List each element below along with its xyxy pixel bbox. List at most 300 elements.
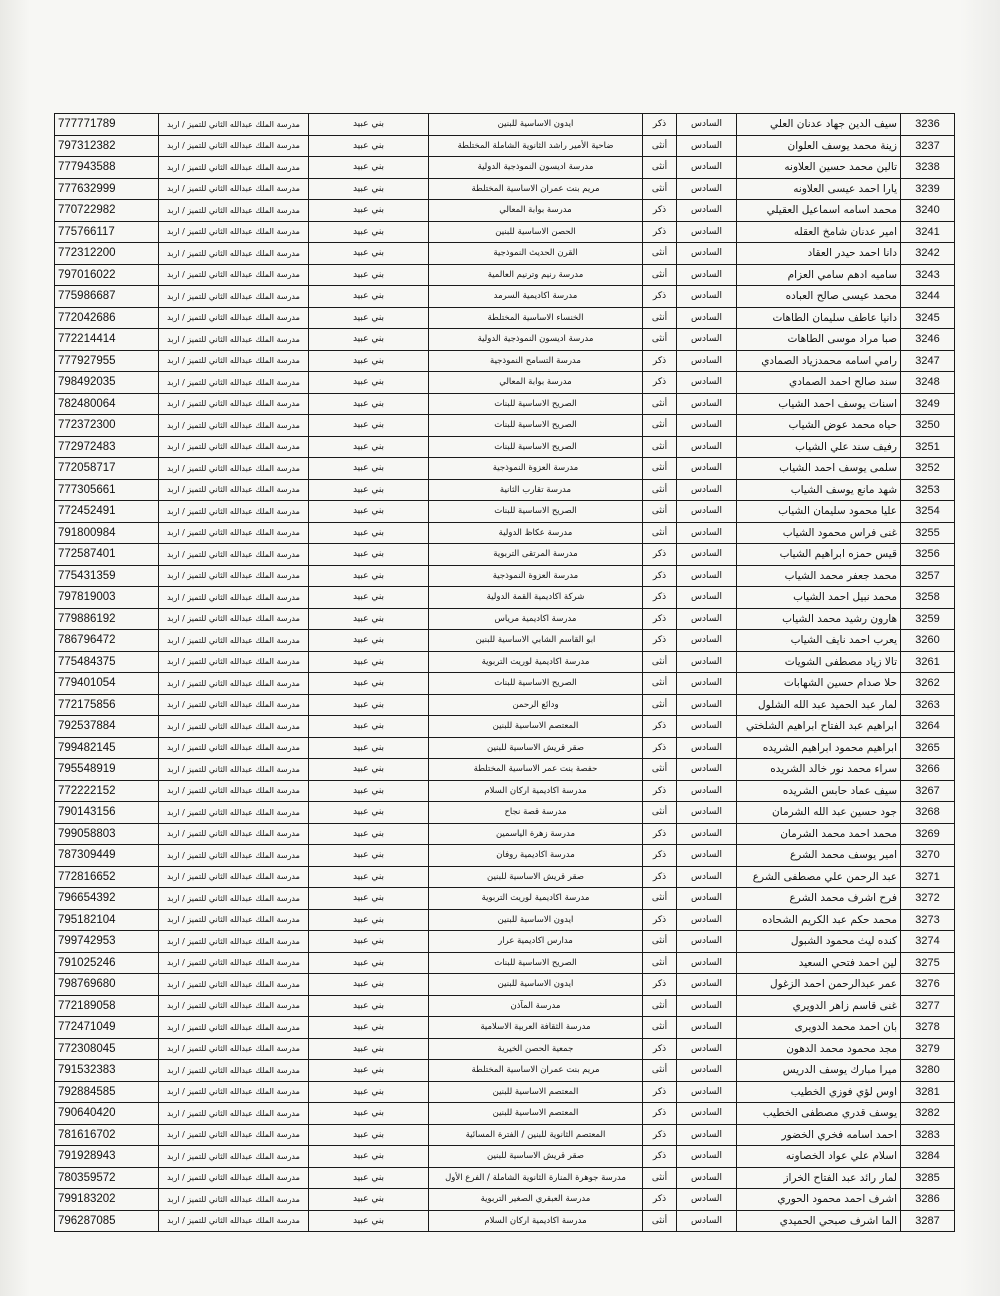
table-row xyxy=(55,716,955,738)
exam-center-cell: مدرسة الملك عبدالله الثاني للتميز / اربد xyxy=(159,157,309,179)
student-name-cell: دانا احمد حيدر العقاد xyxy=(737,243,901,265)
table-row xyxy=(55,565,955,587)
row-number-cell: 3252 xyxy=(901,458,955,480)
school-cell: جمعية الحصن الخيرية xyxy=(429,1038,643,1060)
table-row xyxy=(55,1017,955,1039)
school-cell: مدرسة قصة نجاح xyxy=(429,802,643,824)
grade-cell: السادس xyxy=(677,479,737,501)
area-cell: بني عبيد xyxy=(309,952,429,974)
area-cell: بني عبيد xyxy=(309,393,429,415)
area-cell: بني عبيد xyxy=(309,888,429,910)
gender-cell: ذكر xyxy=(643,780,677,802)
exam-center-cell: مدرسة الملك عبدالله الثاني للتميز / اربد xyxy=(159,1081,309,1103)
grade-cell: السادس xyxy=(677,931,737,953)
student-name-cell: سيف عماد حابس الشريده xyxy=(737,780,901,802)
row-number-cell: 3287 xyxy=(901,1210,955,1232)
grade-cell: السادس xyxy=(677,673,737,695)
row-number-cell: 3259 xyxy=(901,608,955,630)
row-number-cell: 3247 xyxy=(901,350,955,372)
phone-cell: 775986687 xyxy=(55,286,159,308)
table-row xyxy=(55,1189,955,1211)
gender-cell: أنثى xyxy=(643,479,677,501)
table-row xyxy=(55,909,955,931)
row-number-cell: 3283 xyxy=(901,1124,955,1146)
exam-center-cell: مدرسة الملك عبدالله الثاني للتميز / اربد xyxy=(159,135,309,157)
exam-center-cell: مدرسة الملك عبدالله الثاني للتميز / اربد xyxy=(159,587,309,609)
gender-cell: ذكر xyxy=(643,909,677,931)
student-name-cell: زينة محمد يوسف العلوان xyxy=(737,135,901,157)
area-cell: بني عبيد xyxy=(309,329,429,351)
school-cell: مدرسة بوابة المعالي xyxy=(429,200,643,222)
phone-cell: 790143156 xyxy=(55,802,159,824)
gender-cell: أنثى xyxy=(643,802,677,824)
student-name-cell: اسلام علي عواد الخصاونه xyxy=(737,1146,901,1168)
area-cell: بني عبيد xyxy=(309,264,429,286)
row-number-cell: 3238 xyxy=(901,157,955,179)
gender-cell: أنثى xyxy=(643,1167,677,1189)
row-number-cell: 3267 xyxy=(901,780,955,802)
table-row xyxy=(55,1124,955,1146)
student-name-cell: رفيف سند علي الشياب xyxy=(737,436,901,458)
table-row xyxy=(55,221,955,243)
grade-cell: السادس xyxy=(677,329,737,351)
row-number-cell: 3256 xyxy=(901,544,955,566)
area-cell: بني عبيد xyxy=(309,501,429,523)
school-cell: مدرسة اكاديمية روفان xyxy=(429,845,643,867)
gender-cell: أنثى xyxy=(643,1210,677,1232)
row-number-cell: 3246 xyxy=(901,329,955,351)
exam-center-cell: مدرسة الملك عبدالله الثاني للتميز / اربد xyxy=(159,307,309,329)
gender-cell: أنثى xyxy=(643,307,677,329)
gender-cell: أنثى xyxy=(643,157,677,179)
table-row xyxy=(55,651,955,673)
area-cell: بني عبيد xyxy=(309,909,429,931)
row-number-cell: 3255 xyxy=(901,522,955,544)
grade-cell: السادس xyxy=(677,1017,737,1039)
gender-cell: ذكر xyxy=(643,350,677,372)
grade-cell: السادس xyxy=(677,1189,737,1211)
table-row xyxy=(55,1060,955,1082)
row-number-cell: 3240 xyxy=(901,200,955,222)
school-cell: مدرسة بوابة المعالي xyxy=(429,372,643,394)
gender-cell: ذكر xyxy=(643,716,677,738)
exam-center-cell: مدرسة الملك عبدالله الثاني للتميز / اربد xyxy=(159,909,309,931)
row-number-cell: 3272 xyxy=(901,888,955,910)
phone-cell: 772042686 xyxy=(55,307,159,329)
school-cell: مدرسة المرتقى التربوية xyxy=(429,544,643,566)
school-cell: مدرسة اكاديمية لوريت التربوية xyxy=(429,651,643,673)
row-number-cell: 3286 xyxy=(901,1189,955,1211)
grade-cell: السادس xyxy=(677,157,737,179)
exam-center-cell: مدرسة الملك عبدالله الثاني للتميز / اربد xyxy=(159,415,309,437)
phone-cell: 795182104 xyxy=(55,909,159,931)
gender-cell: ذكر xyxy=(643,1038,677,1060)
exam-center-cell: مدرسة الملك عبدالله الثاني للتميز / اربد xyxy=(159,888,309,910)
grade-cell: السادس xyxy=(677,694,737,716)
gender-cell: أنثى xyxy=(643,243,677,265)
school-cell: مدرسة المآذن xyxy=(429,995,643,1017)
row-number-cell: 3285 xyxy=(901,1167,955,1189)
grade-cell: السادس xyxy=(677,243,737,265)
exam-center-cell: مدرسة الملك عبدالله الثاني للتميز / اربد xyxy=(159,802,309,824)
row-number-cell: 3276 xyxy=(901,974,955,996)
row-number-cell: 3244 xyxy=(901,286,955,308)
gender-cell: أنثى xyxy=(643,1060,677,1082)
area-cell: بني عبيد xyxy=(309,673,429,695)
school-cell: صقر قريش الاساسية للبنين xyxy=(429,866,643,888)
table-row xyxy=(55,135,955,157)
area-cell: بني عبيد xyxy=(309,608,429,630)
area-cell: بني عبيد xyxy=(309,630,429,652)
phone-cell: 777632999 xyxy=(55,178,159,200)
grade-cell: السادس xyxy=(677,372,737,394)
student-name-cell: بان احمد محمد الدويرى xyxy=(737,1017,901,1039)
gender-cell: أنثى xyxy=(643,888,677,910)
row-number-cell: 3245 xyxy=(901,307,955,329)
phone-cell: 782480064 xyxy=(55,393,159,415)
grade-cell: السادس xyxy=(677,350,737,372)
gender-cell: ذكر xyxy=(643,1103,677,1125)
gender-cell: أنثى xyxy=(643,135,677,157)
gender-cell: أنثى xyxy=(643,931,677,953)
table-row xyxy=(55,995,955,1017)
school-cell: الصريح الاساسية للبنات xyxy=(429,673,643,695)
phone-cell: 799058803 xyxy=(55,823,159,845)
school-cell: مدرسة زهرة الياسمين xyxy=(429,823,643,845)
school-cell: الخنساء الاساسية المختلطة xyxy=(429,307,643,329)
school-cell: مدرسة التسامح النموذجية xyxy=(429,350,643,372)
student-name-cell: شهد مانع يوسف الشياب xyxy=(737,479,901,501)
table-row xyxy=(55,587,955,609)
school-cell: مدرسة اكاديمية اركان السلام xyxy=(429,1210,643,1232)
exam-center-cell: مدرسة الملك عبدالله الثاني للتميز / اربد xyxy=(159,1103,309,1125)
gender-cell: ذكر xyxy=(643,200,677,222)
student-name-cell: محمد عيسى صالح العباده xyxy=(737,286,901,308)
school-cell: الصريح الاساسية للبنات xyxy=(429,501,643,523)
student-name-cell: لمار رائد عبد الفتاح الخراز xyxy=(737,1167,901,1189)
row-number-cell: 3277 xyxy=(901,995,955,1017)
table-body xyxy=(55,114,955,1232)
school-cell: مدرسة رنيم وترنيم العالمية xyxy=(429,264,643,286)
gender-cell: أنثى xyxy=(643,264,677,286)
grade-cell: السادس xyxy=(677,716,737,738)
student-name-cell: يعرب احمد نايف الشياب xyxy=(737,630,901,652)
grade-cell: السادس xyxy=(677,178,737,200)
phone-cell: 792884585 xyxy=(55,1081,159,1103)
school-cell: مدرسة اكاديمية السرمد xyxy=(429,286,643,308)
area-cell: بني عبيد xyxy=(309,479,429,501)
grade-cell: السادس xyxy=(677,544,737,566)
gender-cell: ذكر xyxy=(643,823,677,845)
gender-cell: أنثى xyxy=(643,458,677,480)
exam-center-cell: مدرسة الملك عبدالله الثاني للتميز / اربد xyxy=(159,264,309,286)
area-cell: بني عبيد xyxy=(309,1038,429,1060)
area-cell: بني عبيد xyxy=(309,1017,429,1039)
table-row xyxy=(55,307,955,329)
table-row xyxy=(55,608,955,630)
school-cell: مدرسة اكاديمية اركان السلام xyxy=(429,780,643,802)
grade-cell: السادس xyxy=(677,1103,737,1125)
exam-center-cell: مدرسة الملك عبدالله الثاني للتميز / اربد xyxy=(159,1124,309,1146)
school-cell: المعتصم الاساسية للبنين xyxy=(429,1081,643,1103)
student-name-cell: ميرا مبارك يوسف الدريس xyxy=(737,1060,901,1082)
student-name-cell: امير يوسف محمد الشرع xyxy=(737,845,901,867)
gender-cell: أنثى xyxy=(643,522,677,544)
row-number-cell: 3254 xyxy=(901,501,955,523)
exam-center-cell: مدرسة الملك عبدالله الثاني للتميز / اربد xyxy=(159,823,309,845)
student-name-cell: جود حسين عبد الله الشرمان xyxy=(737,802,901,824)
exam-center-cell: مدرسة الملك عبدالله الثاني للتميز / اربد xyxy=(159,1167,309,1189)
gender-cell: أنثى xyxy=(643,178,677,200)
grade-cell: السادس xyxy=(677,587,737,609)
grade-cell: السادس xyxy=(677,264,737,286)
table-row xyxy=(55,737,955,759)
phone-cell: 791800984 xyxy=(55,522,159,544)
table-row xyxy=(55,329,955,351)
grade-cell: السادس xyxy=(677,458,737,480)
school-cell: صقر قريش الاساسية للبنين xyxy=(429,1146,643,1168)
student-name-cell: يارا احمد عيسى العلاونه xyxy=(737,178,901,200)
gender-cell: أنثى xyxy=(643,673,677,695)
row-number-cell: 3269 xyxy=(901,823,955,845)
phone-cell: 797016022 xyxy=(55,264,159,286)
row-number-cell: 3266 xyxy=(901,759,955,781)
exam-center-cell: مدرسة الملك عبدالله الثاني للتميز / اربد xyxy=(159,759,309,781)
table-row xyxy=(55,114,955,136)
grade-cell: السادس xyxy=(677,737,737,759)
area-cell: بني عبيد xyxy=(309,802,429,824)
phone-cell: 772471049 xyxy=(55,1017,159,1039)
area-cell: بني عبيد xyxy=(309,458,429,480)
gender-cell: أنثى xyxy=(643,759,677,781)
row-number-cell: 3237 xyxy=(901,135,955,157)
row-number-cell: 3248 xyxy=(901,372,955,394)
grade-cell: السادس xyxy=(677,565,737,587)
phone-cell: 797819003 xyxy=(55,587,159,609)
school-cell: مدرسة اديسون النموذجية الدولية xyxy=(429,329,643,351)
table-row xyxy=(55,436,955,458)
student-name-cell: يوسف قدري مصطفى الخطيب xyxy=(737,1103,901,1125)
phone-cell: 772308045 xyxy=(55,1038,159,1060)
gender-cell: ذكر xyxy=(643,608,677,630)
row-number-cell: 3241 xyxy=(901,221,955,243)
area-cell: بني عبيد xyxy=(309,307,429,329)
student-name-cell: كنده ليث محمود الشبول xyxy=(737,931,901,953)
table-row xyxy=(55,1103,955,1125)
school-cell: الصريح الاساسية للبنات xyxy=(429,415,643,437)
area-cell: بني عبيد xyxy=(309,780,429,802)
table-row xyxy=(55,200,955,222)
phone-cell: 796654392 xyxy=(55,888,159,910)
phone-cell: 772214414 xyxy=(55,329,159,351)
area-cell: بني عبيد xyxy=(309,178,429,200)
row-number-cell: 3251 xyxy=(901,436,955,458)
grade-cell: السادس xyxy=(677,1167,737,1189)
exam-center-cell: مدرسة الملك عبدالله الثاني للتميز / اربد xyxy=(159,200,309,222)
gender-cell: أنثى xyxy=(643,995,677,1017)
exam-center-cell: مدرسة الملك عبدالله الثاني للتميز / اربد xyxy=(159,350,309,372)
exam-center-cell: مدرسة الملك عبدالله الثاني للتميز / اربد xyxy=(159,114,309,136)
grade-cell: السادس xyxy=(677,286,737,308)
table-row xyxy=(55,286,955,308)
grade-cell: السادس xyxy=(677,1210,737,1232)
school-cell: مدرسة تقارب الثانية xyxy=(429,479,643,501)
row-number-cell: 3280 xyxy=(901,1060,955,1082)
area-cell: بني عبيد xyxy=(309,372,429,394)
grade-cell: السادس xyxy=(677,1081,737,1103)
exam-center-cell: مدرسة الملك عبدالله الثاني للتميز / اربد xyxy=(159,608,309,630)
students-table-container xyxy=(54,113,954,1232)
grade-cell: السادس xyxy=(677,415,737,437)
table-row xyxy=(55,673,955,695)
school-cell: مدرسة اكاديمية لوريت التربوية xyxy=(429,888,643,910)
student-name-cell: محمد اسامه اسماعيل العقيلي xyxy=(737,200,901,222)
school-cell: حفصة بنت عمر الاساسية المختلطة xyxy=(429,759,643,781)
phone-cell: 798769680 xyxy=(55,974,159,996)
exam-center-cell: مدرسة الملك عبدالله الثاني للتميز / اربد xyxy=(159,780,309,802)
area-cell: بني عبيد xyxy=(309,1103,429,1125)
grade-cell: السادس xyxy=(677,436,737,458)
gender-cell: ذكر xyxy=(643,587,677,609)
gender-cell: ذكر xyxy=(643,221,677,243)
exam-center-cell: مدرسة الملك عبدالله الثاني للتميز / اربد xyxy=(159,673,309,695)
student-name-cell: غنى فراس محمود الشياب xyxy=(737,522,901,544)
grade-cell: السادس xyxy=(677,974,737,996)
table-row xyxy=(55,415,955,437)
area-cell: بني عبيد xyxy=(309,995,429,1017)
area-cell: بني عبيد xyxy=(309,286,429,308)
row-number-cell: 3279 xyxy=(901,1038,955,1060)
school-cell: مدارس اكاديمية عرار xyxy=(429,931,643,953)
gender-cell: ذكر xyxy=(643,1081,677,1103)
grade-cell: السادس xyxy=(677,307,737,329)
row-number-cell: 3263 xyxy=(901,694,955,716)
gender-cell: أنثى xyxy=(643,415,677,437)
phone-cell: 779886192 xyxy=(55,608,159,630)
gender-cell: ذكر xyxy=(643,1189,677,1211)
gender-cell: ذكر xyxy=(643,372,677,394)
student-name-cell: فرح اشرف محمد الشرع xyxy=(737,888,901,910)
row-number-cell: 3249 xyxy=(901,393,955,415)
exam-center-cell: مدرسة الملك عبدالله الثاني للتميز / اربد xyxy=(159,737,309,759)
row-number-cell: 3274 xyxy=(901,931,955,953)
exam-center-cell: مدرسة الملك عبدالله الثاني للتميز / اربد xyxy=(159,221,309,243)
exam-center-cell: مدرسة الملك عبدالله الثاني للتميز / اربد xyxy=(159,845,309,867)
student-name-cell: دانيا عاطف سليمان الطاهات xyxy=(737,307,901,329)
student-name-cell: محمد جعفر محمد الشياب xyxy=(737,565,901,587)
exam-center-cell: مدرسة الملك عبدالله الثاني للتميز / اربد xyxy=(159,1189,309,1211)
exam-center-cell: مدرسة الملك عبدالله الثاني للتميز / اربد xyxy=(159,931,309,953)
student-name-cell: محمد احمد محمد الشرمان xyxy=(737,823,901,845)
grade-cell: السادس xyxy=(677,909,737,931)
student-name-cell: ابراهيم محمود ابراهيم الشريده xyxy=(737,737,901,759)
table-row xyxy=(55,458,955,480)
student-name-cell: تالا زياد مصطفى الشويات xyxy=(737,651,901,673)
phone-cell: 797312382 xyxy=(55,135,159,157)
area-cell: بني عبيد xyxy=(309,845,429,867)
table-row xyxy=(55,522,955,544)
table-row xyxy=(55,630,955,652)
table-row xyxy=(55,264,955,286)
student-name-cell: اشرف احمد محمود الحوري xyxy=(737,1189,901,1211)
school-cell: مدرسة العزوة النموذجية xyxy=(429,458,643,480)
exam-center-cell: مدرسة الملك عبدالله الثاني للتميز / اربد xyxy=(159,243,309,265)
student-name-cell: اوس لؤي فوزي الخطيب xyxy=(737,1081,901,1103)
grade-cell: السادس xyxy=(677,608,737,630)
grade-cell: السادس xyxy=(677,802,737,824)
row-number-cell: 3253 xyxy=(901,479,955,501)
area-cell: بني عبيد xyxy=(309,114,429,136)
grade-cell: السادس xyxy=(677,393,737,415)
table-row xyxy=(55,759,955,781)
exam-center-cell: مدرسة الملك عبدالله الثاني للتميز / اربد xyxy=(159,995,309,1017)
row-number-cell: 3281 xyxy=(901,1081,955,1103)
student-name-cell: مجد محمود محمد الدهون xyxy=(737,1038,901,1060)
school-cell: المعتصم الاساسية للبنين xyxy=(429,1103,643,1125)
grade-cell: السادس xyxy=(677,888,737,910)
school-cell: مدرسة عكاظ الدولية xyxy=(429,522,643,544)
phone-cell: 772058717 xyxy=(55,458,159,480)
school-cell: مدرسة العزوة النموذجية xyxy=(429,565,643,587)
phone-cell: 791025246 xyxy=(55,952,159,974)
area-cell: بني عبيد xyxy=(309,522,429,544)
exam-center-cell: مدرسة الملك عبدالله الثاني للتميز / اربد xyxy=(159,501,309,523)
table-row xyxy=(55,501,955,523)
school-cell: مدرسة العبقري الصغير التربوية xyxy=(429,1189,643,1211)
school-cell: القرن الحديث النموذجية xyxy=(429,243,643,265)
phone-cell: 792537884 xyxy=(55,716,159,738)
phone-cell: 777771789 xyxy=(55,114,159,136)
table-row xyxy=(55,823,955,845)
school-cell: ابو القاسم الشابي الاساسية للبنين xyxy=(429,630,643,652)
gender-cell: أنثى xyxy=(643,329,677,351)
table-row xyxy=(55,780,955,802)
school-cell: شركة اكاديمية القمة الدولية xyxy=(429,587,643,609)
table-row xyxy=(55,1038,955,1060)
exam-center-cell: مدرسة الملك عبدالله الثاني للتميز / اربد xyxy=(159,1060,309,1082)
exam-center-cell: مدرسة الملك عبدالله الثاني للتميز / اربد xyxy=(159,372,309,394)
student-name-cell: اسنات يوسف احمد الشياب xyxy=(737,393,901,415)
phone-cell: 772972483 xyxy=(55,436,159,458)
student-name-cell: عليا محمود سليمان الشياب xyxy=(737,501,901,523)
row-number-cell: 3282 xyxy=(901,1103,955,1125)
student-name-cell: امير عدنان شامخ العقله xyxy=(737,221,901,243)
phone-cell: 772372300 xyxy=(55,415,159,437)
phone-cell: 786796472 xyxy=(55,630,159,652)
row-number-cell: 3239 xyxy=(901,178,955,200)
phone-cell: 772816652 xyxy=(55,866,159,888)
area-cell: بني عبيد xyxy=(309,823,429,845)
school-cell: مدرسة اكاديمية مرياس xyxy=(429,608,643,630)
student-name-cell: ابراهيم عبد الفتاح ابراهيم الشلختي xyxy=(737,716,901,738)
grade-cell: السادس xyxy=(677,1060,737,1082)
exam-center-cell: مدرسة الملك عبدالله الثاني للتميز / اربد xyxy=(159,436,309,458)
gender-cell: ذكر xyxy=(643,1124,677,1146)
gender-cell: ذكر xyxy=(643,974,677,996)
row-number-cell: 3270 xyxy=(901,845,955,867)
area-cell: بني عبيد xyxy=(309,931,429,953)
gender-cell: ذكر xyxy=(643,286,677,308)
grade-cell: السادس xyxy=(677,780,737,802)
area-cell: بني عبيد xyxy=(309,694,429,716)
school-cell: مدرسة اديسون النموذجية الدولية xyxy=(429,157,643,179)
phone-cell: 775766117 xyxy=(55,221,159,243)
grade-cell: السادس xyxy=(677,651,737,673)
area-cell: بني عبيد xyxy=(309,974,429,996)
student-name-cell: حلا صدام حسين الشهابات xyxy=(737,673,901,695)
student-name-cell: ساميه ادهم سامي العزام xyxy=(737,264,901,286)
exam-center-cell: مدرسة الملك عبدالله الثاني للتميز / اربد xyxy=(159,694,309,716)
